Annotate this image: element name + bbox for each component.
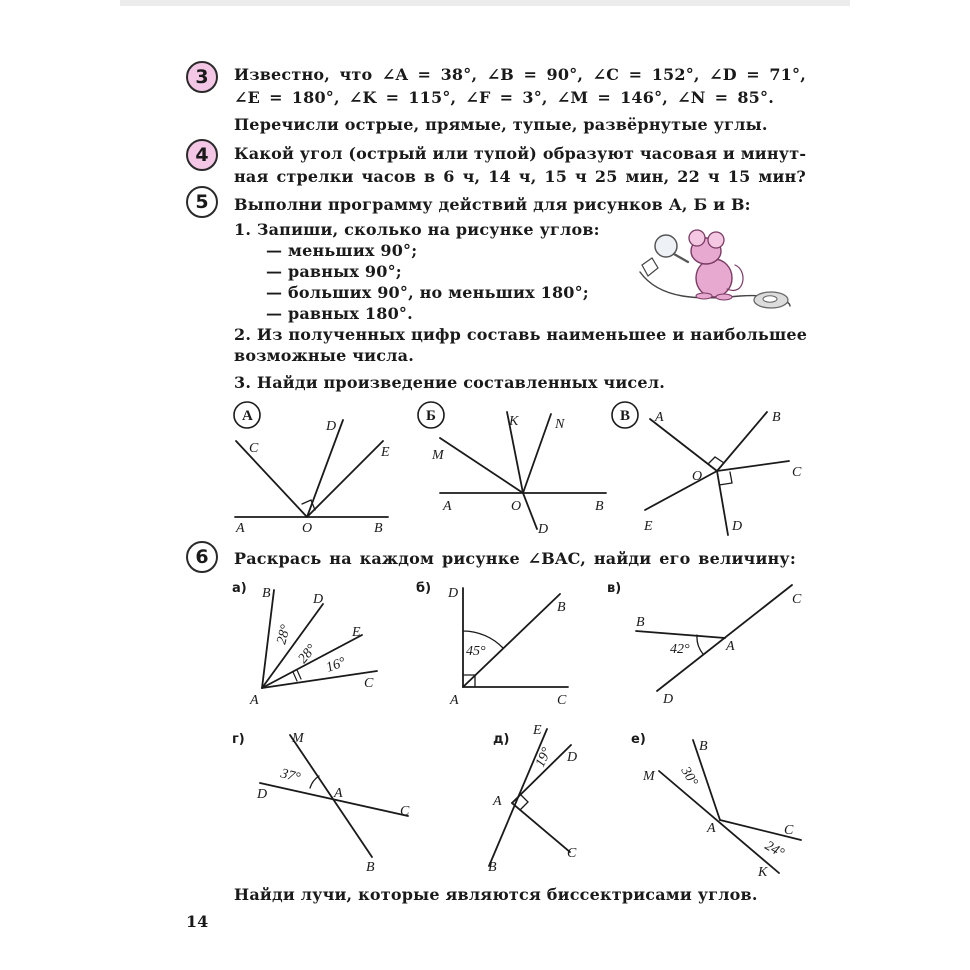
- point-label: B: [636, 615, 645, 630]
- point-label: C: [792, 592, 802, 607]
- task-3-line-1: Известно, что ∠A = 38°, ∠B = 90°, ∠C = 152°, ∠D = 71°,: [234, 65, 806, 84]
- figure-6-e-label: е): [631, 732, 646, 747]
- angle-label: 28°: [295, 641, 320, 667]
- point-label: B: [262, 586, 271, 601]
- task-5-step-2-line-1: 2. Из полученных цифр составь наименьшее и наибольшее: [234, 325, 808, 344]
- figure-5-B-label: Б: [426, 408, 436, 424]
- point-label: B: [374, 521, 383, 536]
- point-label: C: [249, 441, 259, 456]
- point-label: E: [644, 519, 653, 534]
- angle-label: 19°: [533, 745, 555, 770]
- task-6-intro: Раскрась на каждом рисунке ∠BAC, найди его величину:: [234, 549, 796, 568]
- point-label: C: [364, 676, 374, 691]
- point-label: D: [257, 787, 268, 802]
- point-label: C: [792, 465, 802, 480]
- point-label: M: [292, 731, 304, 746]
- task-5-step-1: 1. Запиши, сколько на рисунке углов:: [234, 220, 600, 239]
- point-label: C: [784, 823, 794, 838]
- point-label: D: [538, 522, 549, 537]
- task-5-badge: 5: [186, 186, 218, 218]
- task-4-line-1: Какой угол (острый или тупой) образуют часовая и минут-: [234, 144, 807, 163]
- figure-6-a-label: а): [232, 581, 247, 596]
- task-6-badge: 6: [186, 541, 218, 573]
- mouse-illustration: [640, 230, 790, 308]
- point-label: B: [488, 860, 497, 875]
- point-label: B: [595, 499, 604, 514]
- figure-6-v-label: в): [607, 581, 622, 596]
- point-label: O: [511, 499, 522, 514]
- page-number: 14: [186, 912, 209, 931]
- angle-label: 45°: [466, 644, 486, 659]
- angle-label: 16°: [324, 654, 348, 676]
- figure-6-b: [463, 588, 568, 687]
- figure-6-v: [636, 585, 792, 691]
- point-label: E: [381, 445, 390, 460]
- point-label: C: [557, 693, 567, 708]
- point-label: A: [250, 693, 259, 708]
- task-5-step-3: 3. Найди произведение составленных чисел.: [234, 373, 665, 392]
- point-label: A: [236, 521, 245, 536]
- point-label: N: [555, 417, 565, 432]
- point-label: O: [692, 469, 703, 484]
- point-label: M: [432, 448, 444, 463]
- point-label: A: [726, 639, 735, 654]
- point-label: B: [772, 410, 781, 425]
- point-label: D: [326, 419, 337, 434]
- task-5-option-4: — равных 180°.: [266, 304, 413, 323]
- point-label: B: [699, 739, 708, 754]
- task-5-option-2: — равных 90°;: [266, 262, 402, 281]
- task-3-line-2: ∠E = 180°, ∠K = 115°, ∠F = 3°, ∠M = 146°, ∠N = 85°.: [234, 88, 774, 107]
- task-5-option-1: — меньших 90°;: [266, 241, 418, 260]
- point-label: D: [448, 586, 459, 601]
- point-label: D: [313, 592, 324, 607]
- figure-6-d-label: д): [493, 732, 510, 747]
- task-3-line-3: Перечисли острые, прямые, тупые, развёрнутые углы.: [234, 115, 768, 134]
- task-6-footer: Найди лучи, которые являются биссектрисами углов.: [234, 885, 758, 904]
- point-label: A: [334, 786, 343, 801]
- figure-5-V: [645, 412, 789, 535]
- angle-label: 42°: [670, 642, 690, 657]
- point-label: B: [366, 860, 375, 875]
- figure-5-B: [440, 412, 606, 529]
- point-label: D: [567, 750, 578, 765]
- point-label: K: [758, 865, 768, 880]
- task-5-intro: Выполни программу действий для рисунков А, Б и В:: [234, 195, 751, 214]
- point-label: C: [400, 804, 410, 819]
- point-label: A: [707, 821, 716, 836]
- angle-label: 37°: [278, 766, 302, 786]
- angle-label: 30°: [677, 764, 701, 789]
- angle-label: 24°: [762, 838, 787, 862]
- point-label: A: [655, 410, 664, 425]
- point-label: D: [663, 692, 674, 707]
- figure-6-b-label: б): [416, 581, 432, 596]
- task-4-line-2: ная стрелки часов в 6 ч, 14 ч, 15 ч 25 мин, 22 ч 15 мин?: [234, 167, 806, 186]
- point-label: E: [352, 625, 361, 640]
- figure-5-V-label: В: [620, 408, 631, 424]
- point-label: M: [643, 769, 655, 784]
- angle-label: 28°: [274, 623, 294, 647]
- point-label: C: [567, 846, 577, 861]
- point-label: A: [493, 794, 502, 809]
- task-3-badge: 3: [186, 61, 218, 93]
- task-5-option-3: — больших 90°, но меньших 180°;: [266, 283, 589, 302]
- point-label: D: [732, 519, 743, 534]
- figure-5-A-label: А: [242, 408, 253, 424]
- point-label: A: [443, 499, 452, 514]
- point-label: K: [509, 414, 519, 429]
- figure-5-A: [235, 420, 388, 517]
- figure-6-g-label: г): [232, 732, 245, 747]
- point-label: A: [450, 693, 459, 708]
- task-4-badge: 4: [186, 139, 218, 171]
- point-label: O: [302, 521, 313, 536]
- task-5-step-2-line-2: возможные числа.: [234, 346, 414, 365]
- point-label: E: [533, 723, 542, 738]
- point-label: B: [557, 600, 566, 615]
